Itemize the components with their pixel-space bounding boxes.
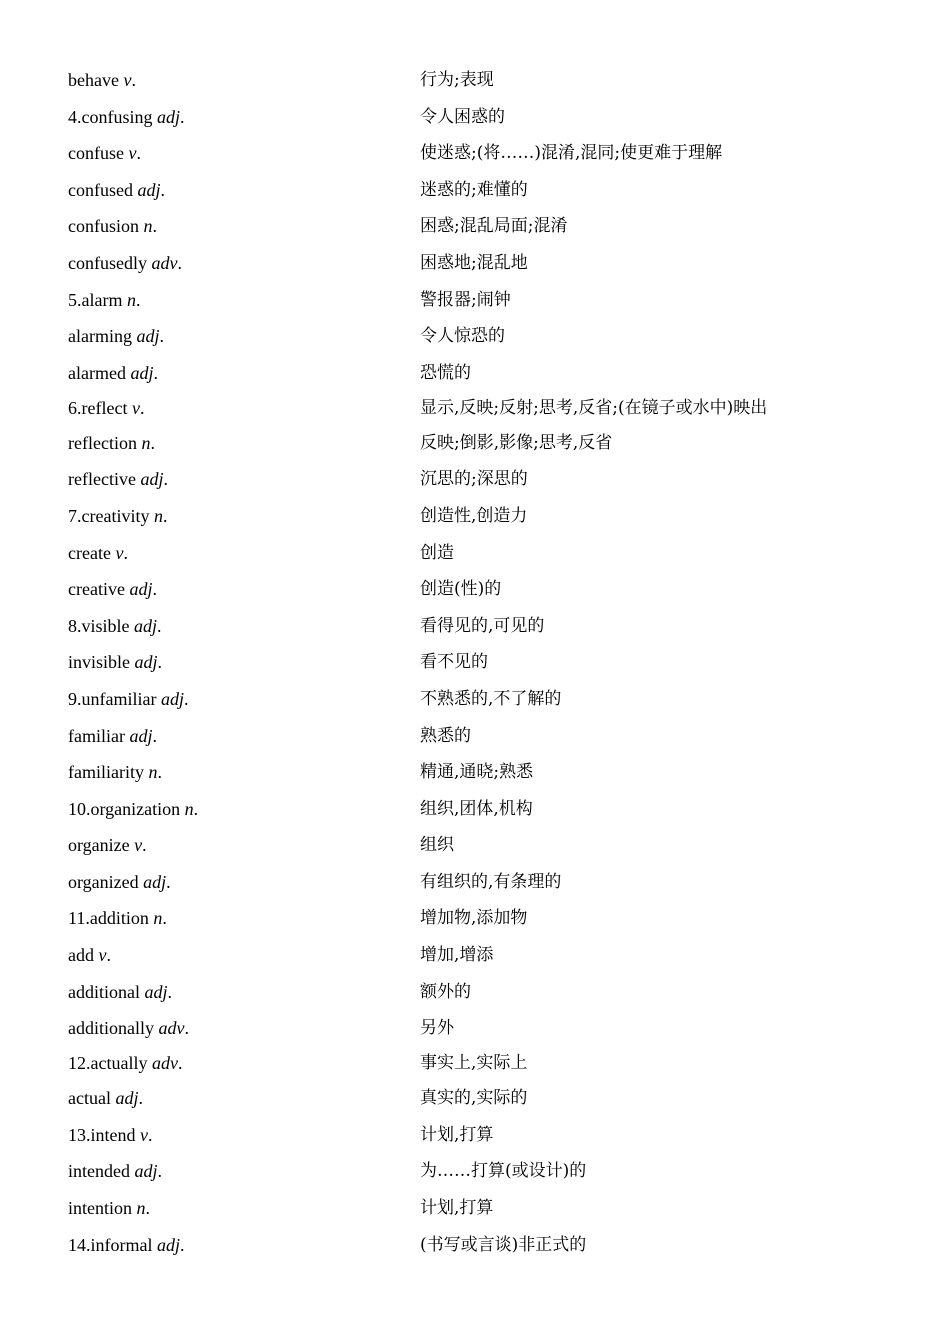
word-text: intended (68, 1161, 130, 1182)
vocab-row (68, 498, 908, 535)
word-text: familiarity (68, 762, 144, 783)
part-of-speech: v (123, 70, 132, 90)
vocab-word: confusedly adv. (68, 252, 182, 273)
vocab-row (68, 937, 908, 974)
vocab-meaning: 创造 (420, 542, 454, 563)
vocab-word: 12.actually adv. (68, 1053, 183, 1074)
part-of-speech: v (140, 1124, 148, 1145)
word-text: creative (68, 579, 125, 600)
word-text: alarmed (68, 362, 126, 383)
vocab-word: 4.confusing adj. (68, 106, 185, 127)
vocab-word: 8.visible adj. (68, 615, 162, 636)
vocab-meaning: 创造性,创造力 (420, 505, 528, 526)
part-of-speech: adv (158, 1018, 185, 1039)
vocab-row (68, 1227, 908, 1264)
word-text: add (68, 945, 94, 966)
vocab-word: 14.informal adj. (68, 1234, 185, 1255)
vocab-word: invisible adj. (68, 652, 163, 673)
vocab-word: familiar adj. (68, 725, 157, 746)
vocab-word: creative adj. (68, 579, 157, 600)
vocab-meaning: 额外的 (420, 981, 471, 1002)
part-of-speech: adj (130, 362, 154, 383)
part-of-speech: adj (157, 106, 181, 127)
vocab-meaning: 真实的,实际的 (420, 1088, 528, 1109)
vocab-meaning: 沉思的;深思的 (420, 469, 528, 490)
vocab-row (68, 718, 908, 755)
word-text: additionally (68, 1018, 154, 1039)
word-text: confuse (68, 143, 124, 164)
vocab-word: organize v. (68, 835, 147, 856)
vocab-meaning: 为……打算(或设计)的 (420, 1161, 587, 1182)
vocab-word: 5.alarm n. (68, 289, 141, 310)
vocab-word: alarmed adj. (68, 362, 158, 383)
vocab-row (68, 1153, 908, 1190)
vocab-row (68, 390, 908, 425)
vocab-row (68, 425, 908, 462)
part-of-speech: adj (156, 1234, 180, 1255)
vocab-meaning: 行为;表现 (420, 70, 494, 90)
vocab-meaning: 事实上,实际上 (420, 1053, 528, 1074)
vocab-meaning: 恐慌的 (420, 362, 471, 383)
word-text: confusion (68, 216, 139, 237)
vocab-row (68, 974, 908, 1011)
vocab-row (68, 644, 908, 681)
word-text: alarming (68, 326, 132, 347)
part-of-speech: n (184, 798, 194, 819)
vocab-row (68, 1045, 908, 1080)
word-text: organized (68, 871, 139, 892)
vocab-row (68, 355, 908, 390)
vocab-word: behave v. (68, 70, 136, 90)
vocab-row (68, 1117, 908, 1154)
part-of-speech: n (153, 908, 163, 929)
part-of-speech: adj (134, 652, 158, 673)
vocab-meaning: 使迷惑;(将……)混淆,混同;使更难于理解 (420, 143, 723, 164)
vocab-row (68, 754, 908, 791)
vocab-row (68, 282, 908, 319)
part-of-speech: v (115, 542, 124, 563)
vocab-word: intended adj. (68, 1161, 162, 1182)
word-text: intention (68, 1198, 132, 1219)
word-text: 11.addition (68, 908, 149, 929)
vocab-word: 9.unfamiliar adj. (68, 688, 189, 709)
vocab-word: confusion n. (68, 216, 157, 237)
vocab-meaning: 令人困惑的 (420, 106, 505, 127)
word-text: 10.organization (68, 798, 181, 819)
word-text: 7.creativity (68, 505, 150, 526)
vocab-meaning: 组织 (420, 835, 454, 856)
word-text: invisible (68, 652, 130, 673)
vocab-row (68, 608, 908, 645)
vocab-row (68, 681, 908, 718)
word-text: additional (68, 981, 140, 1002)
word-text: actual (68, 1088, 111, 1109)
vocab-word: 11.addition n. (68, 908, 167, 929)
vocab-row (68, 208, 908, 245)
vocab-meaning: 有组织的,有条理的 (420, 871, 562, 892)
vocab-row (68, 571, 908, 608)
vocab-word: organized adj. (68, 871, 171, 892)
word-text: 12.actually (68, 1053, 148, 1074)
word-text: familiar (68, 725, 125, 746)
part-of-speech: v (128, 143, 137, 164)
word-text: confusedly (68, 252, 147, 273)
part-of-speech: adj (129, 579, 153, 600)
vocab-meaning: 令人惊恐的 (420, 326, 505, 347)
vocab-word: 6.reflect v. (68, 397, 145, 418)
vocab-word: confused adj. (68, 179, 165, 200)
vocab-word: alarming adj. (68, 326, 164, 347)
part-of-speech: v (98, 945, 107, 966)
vocab-row (68, 245, 908, 282)
vocab-meaning: 计划,打算 (420, 1124, 494, 1145)
part-of-speech: adj (134, 1161, 158, 1182)
vocab-word: reflective adj. (68, 469, 168, 490)
part-of-speech: adv (151, 252, 178, 273)
vocab-meaning: 显示,反映;反射;思考,反省;(在镜子或水中)映出 (420, 397, 768, 418)
part-of-speech: adj (137, 179, 161, 200)
vocab-word: actual adj. (68, 1088, 143, 1109)
vocab-word: create v. (68, 542, 128, 563)
part-of-speech: adj (160, 688, 184, 709)
vocab-word: 7.creativity n. (68, 505, 168, 526)
word-text: reflection (68, 432, 137, 453)
vocab-row (68, 461, 908, 498)
vocab-word: reflection n. (68, 432, 155, 453)
part-of-speech: n (126, 289, 136, 310)
word-text: 4.confusing (68, 106, 153, 127)
word-text: 5.alarm (68, 289, 123, 310)
part-of-speech: adj (144, 981, 168, 1002)
vocab-meaning: 看不见的 (420, 652, 488, 673)
vocab-word: 13.intend v. (68, 1124, 153, 1145)
part-of-speech: v (131, 397, 140, 418)
word-text: 14.informal (68, 1234, 153, 1255)
word-text: organize (68, 835, 130, 856)
vocab-row (68, 864, 908, 901)
vocab-row (68, 172, 908, 209)
part-of-speech: adj (134, 615, 158, 636)
vocabulary-list (68, 62, 908, 1263)
part-of-speech: adj (129, 725, 153, 746)
vocab-meaning: 不熟悉的,不了解的 (420, 688, 562, 709)
vocab-word: additionally adv. (68, 1018, 189, 1039)
vocab-meaning: 增加,增添 (420, 945, 494, 966)
vocab-meaning: 精通,通晓;熟悉 (420, 762, 534, 783)
vocab-word: familiarity n. (68, 762, 162, 783)
vocab-meaning: 困惑地;混乱地 (420, 252, 528, 273)
vocab-meaning: 计划,打算 (420, 1198, 494, 1219)
vocab-word: confuse v. (68, 143, 141, 164)
word-text: 8.visible (68, 615, 130, 636)
part-of-speech: n (148, 762, 158, 783)
word-text: reflective (68, 469, 136, 490)
vocab-row (68, 62, 908, 99)
vocab-meaning: (书写或言谈)非正式的 (420, 1234, 587, 1255)
vocab-row (68, 1080, 908, 1117)
part-of-speech: n (153, 505, 163, 526)
part-of-speech: adj (136, 326, 160, 347)
part-of-speech: n (141, 432, 151, 453)
vocab-row (68, 99, 908, 136)
word-text: 13.intend (68, 1124, 136, 1145)
vocab-meaning: 另外 (420, 1018, 454, 1039)
vocab-meaning: 组织,团体,机构 (420, 798, 533, 819)
vocab-meaning: 熟悉的 (420, 725, 471, 746)
vocab-row (68, 1190, 908, 1227)
part-of-speech: adv (151, 1053, 178, 1074)
vocab-meaning: 看得见的,可见的 (420, 615, 545, 636)
part-of-speech: adj (140, 469, 164, 490)
vocab-word: add v. (68, 945, 111, 966)
part-of-speech: adj (115, 1088, 139, 1109)
vocab-meaning: 困惑;混乱局面;混淆 (420, 216, 568, 237)
word-text: behave (68, 70, 119, 90)
vocab-word: intention n. (68, 1198, 150, 1219)
part-of-speech: n (143, 216, 153, 237)
vocab-meaning: 创造(性)的 (420, 579, 502, 600)
part-of-speech: adj (143, 871, 167, 892)
part-of-speech: n (136, 1198, 146, 1219)
vocab-word: 10.organization n. (68, 798, 199, 819)
vocab-row (68, 900, 908, 937)
word-text: 9.unfamiliar (68, 688, 157, 709)
vocab-row (68, 791, 908, 828)
vocab-row (68, 535, 908, 572)
vocab-row (68, 135, 908, 172)
vocab-meaning: 增加物,添加物 (420, 908, 528, 929)
vocab-meaning: 反映;倒影,影像;思考,反省 (420, 432, 613, 453)
part-of-speech: v (134, 835, 143, 856)
word-text: confused (68, 179, 133, 200)
word-text: create (68, 542, 111, 563)
vocab-row (68, 1010, 908, 1045)
vocab-meaning: 警报器;闹钟 (420, 289, 511, 310)
vocab-row (68, 318, 908, 355)
vocab-word: additional adj. (68, 981, 172, 1002)
word-text: 6.reflect (68, 397, 128, 418)
vocab-row (68, 827, 908, 864)
vocab-meaning: 迷惑的;难懂的 (420, 179, 528, 200)
